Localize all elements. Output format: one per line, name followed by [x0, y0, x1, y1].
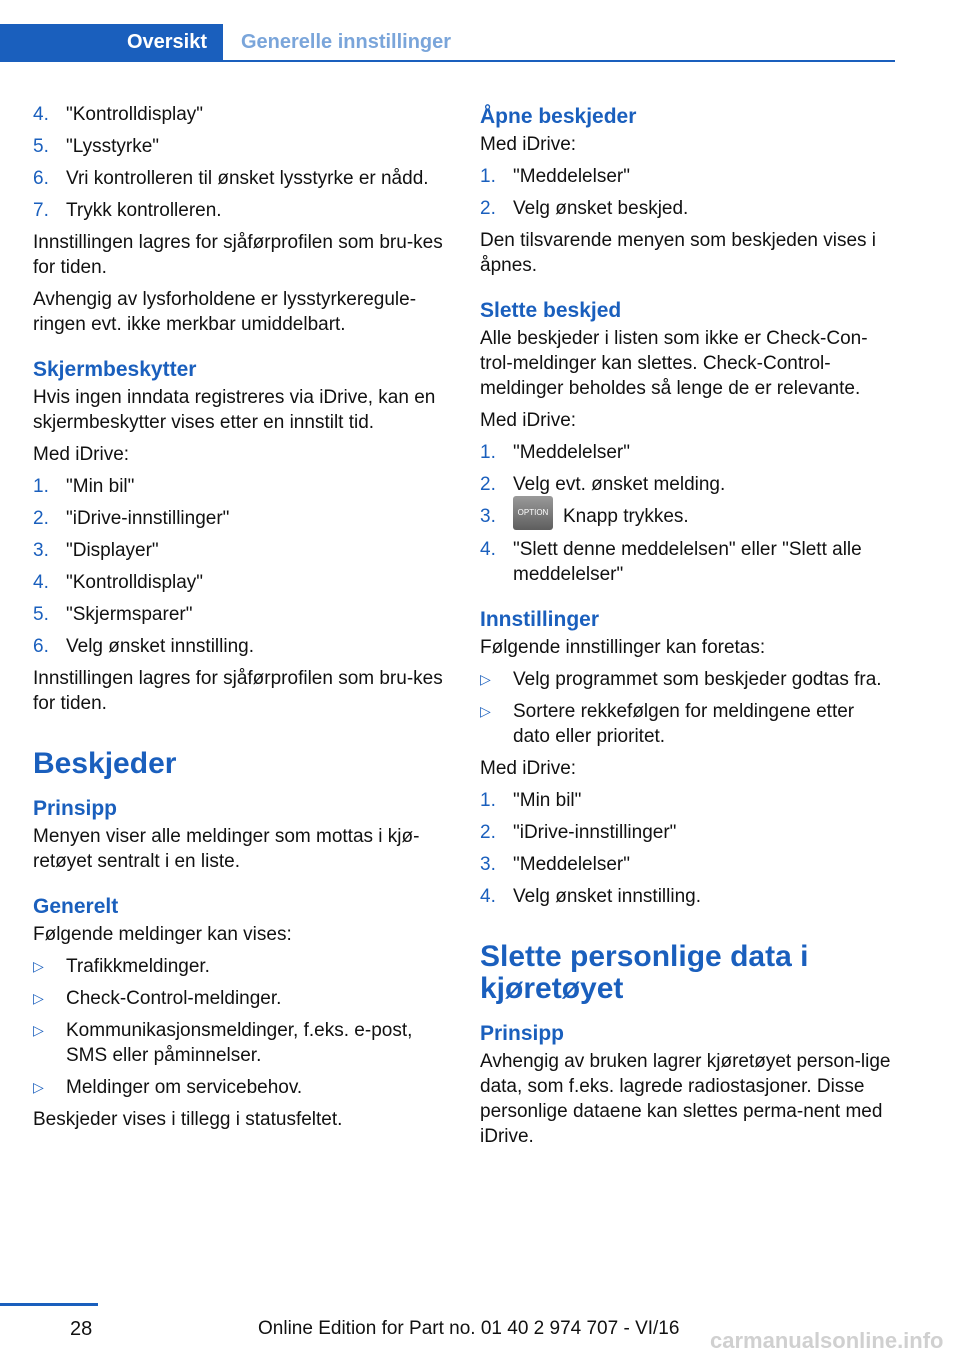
- brightness-steps: [33, 102, 448, 223]
- footer-rule: [0, 1303, 98, 1306]
- triangle-bullet-icon: ▷: [480, 703, 491, 719]
- list-number: 1.: [480, 442, 496, 463]
- page-number: 28: [70, 1318, 93, 1340]
- list-number: 1.: [33, 476, 49, 497]
- list-item: [480, 196, 895, 221]
- list-number: 5.: [33, 136, 49, 157]
- list-text: "Skjermsparer": [66, 604, 193, 625]
- page-header: [0, 0, 895, 62]
- list-text: "iDrive-innstillinger": [513, 822, 677, 843]
- list-text: "Lysstyrke": [66, 136, 160, 157]
- bullet-text: Velg programmet som beskjeder godtas fra.: [513, 669, 882, 690]
- watermark: carmanualsonline.info: [710, 1328, 944, 1353]
- list-text: "Kontrolldisplay": [66, 104, 204, 125]
- bullet-text: Meldinger om servicebehov.: [66, 1077, 303, 1098]
- tab-general-settings[interactable]: Generelle innstillinger: [223, 24, 895, 61]
- list-text: "iDrive-innstillinger": [66, 508, 230, 529]
- list-text: Velg ønsket innstilling.: [66, 636, 254, 657]
- list-text: "Min bil": [66, 476, 135, 497]
- paragraph: Avhengig av bruken lagrer kjøretøyet person-lige data, som f.eks. lagrede radiostasjoner. Disse personlige dataene kan slettes perma-nent med iDrive.: [480, 1051, 891, 1147]
- list-number: 4.: [33, 104, 49, 125]
- list-item: [33, 570, 448, 595]
- heading-screensaver: Skjermbeskytter: [33, 358, 197, 381]
- bullet-item: [33, 986, 448, 1011]
- paragraph: Menyen viser alle meldinger som mottas i kjø-retøyet sentralt i en liste.: [33, 826, 420, 872]
- list-item: [33, 634, 448, 659]
- list-number: 2.: [480, 822, 496, 843]
- list-item: [480, 440, 895, 465]
- list-number: 3.: [33, 540, 49, 561]
- open-steps: [480, 164, 895, 221]
- paragraph: Innstillingen lagres for sjåførprofilen som bru-kes for tiden.: [33, 668, 443, 714]
- list-number: 3.: [480, 506, 496, 527]
- triangle-bullet-icon: ▷: [33, 1079, 44, 1095]
- list-text: "Displayer": [66, 540, 159, 561]
- heading-delete-message: Slette beskjed: [480, 299, 622, 322]
- list-item: [480, 504, 895, 530]
- bullet-item: [480, 699, 895, 749]
- paragraph: Den tilsvarende menyen som beskjeden vises i åpnes.: [480, 230, 877, 276]
- bullet-item: [33, 1018, 448, 1068]
- list-number: 4.: [480, 539, 496, 560]
- screensaver-steps: [33, 474, 448, 659]
- list-text: Velg ønsket innstilling.: [513, 886, 701, 907]
- heading-settings: Innstillinger: [480, 608, 600, 631]
- settings-list: [480, 667, 895, 749]
- paragraph: Med iDrive:: [480, 134, 577, 155]
- list-item: [480, 852, 895, 877]
- list-text: "Kontrolldisplay": [66, 572, 204, 593]
- right-column: [480, 102, 895, 1156]
- list-item: [480, 788, 895, 813]
- paragraph: Hvis ingen inndata registreres via iDrive, kan en skjermbeskytter vises etter en innstilt tid.: [33, 387, 436, 433]
- list-number: 3.: [480, 854, 496, 875]
- list-text: "Min bil": [513, 790, 582, 811]
- list-item: [480, 164, 895, 189]
- paragraph: Beskjeder vises i tillegg i statusfeltet.: [33, 1109, 343, 1130]
- heading-delete-personal-data: Slette personlige data i kjøretøyet: [480, 940, 809, 1005]
- tab-overview[interactable]: Oversikt: [0, 24, 223, 61]
- list-number: 2.: [480, 474, 496, 495]
- list-number: 2.: [480, 198, 496, 219]
- message-types-list: [33, 954, 448, 1100]
- heading-principle: Prinsipp: [33, 797, 118, 820]
- list-item: [33, 506, 448, 531]
- list-text: "Meddelelser": [513, 442, 630, 463]
- list-number: 2.: [33, 508, 49, 529]
- heading-open-messages: Åpne beskjeder: [480, 105, 637, 128]
- list-item: [480, 884, 895, 909]
- triangle-bullet-icon: ▷: [480, 671, 491, 687]
- list-number: 4.: [33, 572, 49, 593]
- list-number: 1.: [480, 166, 496, 187]
- bullet-text: Trafikkmeldinger.: [66, 956, 210, 977]
- list-number: 6.: [33, 168, 49, 189]
- list-number: 4.: [480, 886, 496, 907]
- paragraph: Alle beskjeder i listen som ikke er Check-Con-trol-meldinger kan slettes. Check-Control-meldinger beholdes så lenge de er relevante.: [480, 328, 868, 399]
- triangle-bullet-icon: ▷: [33, 1022, 44, 1038]
- list-item: [33, 166, 448, 191]
- list-item: [480, 820, 895, 845]
- list-text: Velg ønsket beskjed.: [513, 198, 689, 219]
- triangle-bullet-icon: ▷: [33, 990, 44, 1006]
- list-number: 6.: [33, 636, 49, 657]
- list-number: 7.: [33, 200, 49, 221]
- paragraph: Avhengig av lysforholdene er lysstyrkeregule-ringen evt. ikke merkbar umiddelbart.: [33, 289, 417, 335]
- paragraph: Med iDrive:: [480, 758, 577, 779]
- list-number: 1.: [480, 790, 496, 811]
- paragraph: Med iDrive:: [33, 444, 130, 465]
- left-column: [33, 102, 448, 1139]
- option-button-icon: OPTION: [513, 496, 553, 530]
- list-text: "Meddelelser": [513, 166, 630, 187]
- list-item: [480, 472, 895, 497]
- bullet-text: Kommunikasjonsmeldinger, f.eks. e-post, SMS eller påminnelser.: [66, 1020, 413, 1066]
- header-rule: [0, 60, 895, 62]
- heading-messages: Beskjeder: [33, 747, 177, 780]
- paragraph: Følgende innstillinger kan foretas:: [480, 637, 766, 658]
- bullet-item: [480, 667, 895, 692]
- list-text: Velg evt. ønsket melding.: [513, 474, 726, 495]
- list-text: Trykk kontrolleren.: [66, 200, 222, 221]
- bullet-item: [33, 954, 448, 979]
- list-number: 5.: [33, 604, 49, 625]
- bullet-text: Sortere rekkefølgen for meldingene etter dato eller prioritet.: [513, 701, 855, 747]
- paragraph: Innstillingen lagres for sjåførprofilen som bru-kes for tiden.: [33, 232, 443, 278]
- paragraph: Følgende meldinger kan vises:: [33, 924, 292, 945]
- bullet-text: Check-Control-meldinger.: [66, 988, 282, 1009]
- list-item: [33, 474, 448, 499]
- heading-principle: Prinsipp: [480, 1022, 565, 1045]
- list-item: [33, 134, 448, 159]
- delete-steps: [480, 440, 895, 587]
- bullet-item: [33, 1075, 448, 1100]
- list-text: "Slett denne meddelelsen" eller "Slett alle meddelelser": [513, 539, 862, 585]
- list-text: Knapp trykkes.: [563, 506, 689, 528]
- list-item: [33, 102, 448, 127]
- heading-general: Generelt: [33, 895, 119, 918]
- list-item: [33, 538, 448, 563]
- paragraph: Med iDrive:: [480, 410, 577, 431]
- list-text-wrap: [513, 504, 689, 530]
- edition-note: Online Edition for Part no. 01 40 2 974 707 - VI/16: [258, 1318, 680, 1339]
- list-text: "Meddelelser": [513, 854, 630, 875]
- triangle-bullet-icon: ▷: [33, 958, 44, 974]
- list-item: [33, 602, 448, 627]
- list-item: [480, 537, 895, 587]
- list-text: Vri kontrolleren til ønsket lysstyrke er nådd.: [66, 168, 429, 189]
- list-item: [33, 198, 448, 223]
- settings-steps: [480, 788, 895, 909]
